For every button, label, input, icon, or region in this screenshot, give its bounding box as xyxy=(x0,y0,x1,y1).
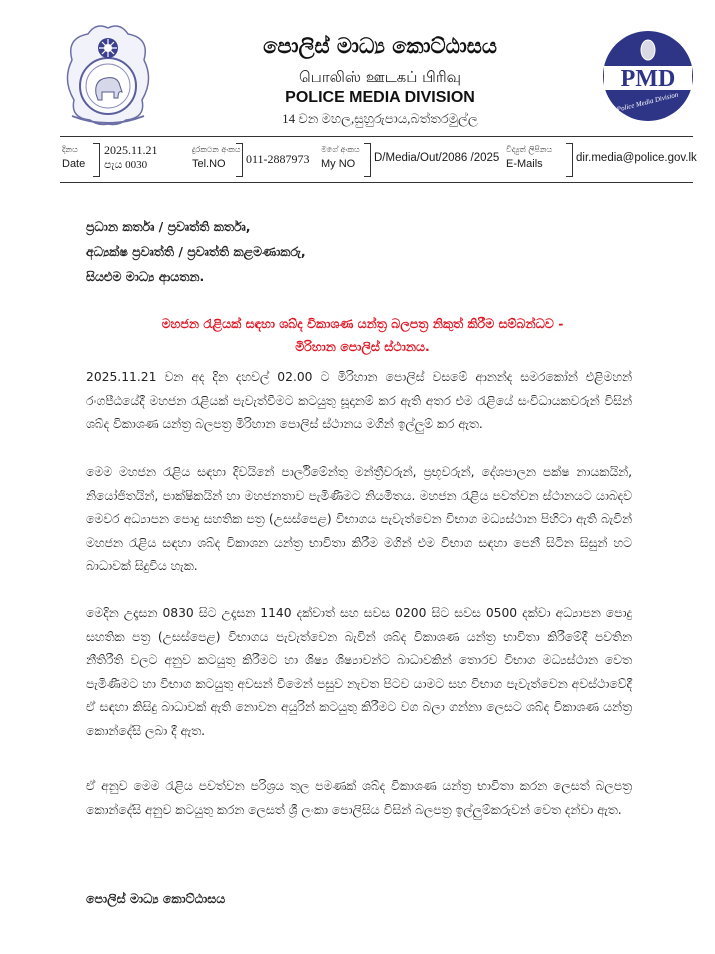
pmd-logo-subtext: Police Media Division xyxy=(615,90,680,114)
tel-label-sinhala: දුරකථන අංකය xyxy=(192,145,241,154)
email-label-english: E-Mails xyxy=(506,158,543,170)
my-no-label xyxy=(321,142,360,172)
pmd-logo-text: PMD xyxy=(620,66,676,92)
date-label xyxy=(62,142,85,172)
addressee-block xyxy=(86,214,306,289)
body-paragraph-2: මෙම මහජන රැළිය සඳහා දිවයිනේ පාර්ලිමේන්තු මන්ත්‍රීවරුන්, ප්‍රභූවරුන්, දේශපාලන පක්ෂ නායකයින්, නියෝජිතයින්, පාක්ෂිකයින් හා මහජනතාව පැමිණීමට නියමිතය. මහජන රැළිය පවත්වන ස්ථානයට යාබදව මෙවර අධ්‍යාපන පොදු සහතික පත්‍ර (උසස්පෙළ) විභාගය පැවැත්වෙන විභාග මධ්‍යස්ථාන පිහිටා ඇති බැවින් මහජන රැළිය සඳහා ශබ්ද විකාශන යන්ත්‍ර භාවිතා කිරීම මගින් එම විභාග සඳහා පෙනී සිටින සිසුන් හට බාධාවක් සිදුවිය හැක. xyxy=(86,465,632,574)
date-label-english: Date xyxy=(62,158,86,170)
letterhead-title-tamil: பொலிஸ் ஊடகப் பிரிவு xyxy=(298,68,461,86)
time-value: පැය 0030 xyxy=(104,159,148,171)
addressee-line: ප්‍රධාන කර්තෘ / ප්‍රවෘත්ති කර්තෘ, xyxy=(86,219,251,234)
email-value: dir.media@police.gov.lk xyxy=(576,152,697,164)
email-label xyxy=(506,142,552,172)
letterhead-title-sinhala: පොලිස් මාධ්‍ය කොට්ඨාසය xyxy=(263,34,497,58)
body-paragraph-1: 2025.11.21 වන අද දින දහවල් 02.00 ට මිරිහාන පොලිස් වසමේ ආනන්ද සමරකෝන් එළිමහන් රංගපීඨයේදී මහජන රැළියක් පැවැත්වීමට කටයුතු සූදානම් කර ඇති අතර එම රැළියේ සංවිධායකවරුන් විසින් ශබ්ද විකාශණ යන්ත්‍ර බලපත්‍ර මිරිහාන පොලිස් ස්ථානය මගින් ඉල්ලුම් කර ඇත. xyxy=(86,370,632,432)
bracket-divider xyxy=(93,143,100,177)
tel-label-english: Tel.NO xyxy=(192,158,226,170)
bracket-divider xyxy=(364,143,371,177)
subject-line-1: මහජන රැළියක් සඳහා ශබ්ද විකාශණ යන්ත්‍ර බලපත්‍ර නිකුත් කිරීම සම්බන්ධව - xyxy=(161,316,564,331)
addressee-line: අධ්‍යක්ෂ ප්‍රවෘත්ති / ප්‍රවෘත්ති කළමණාකරු, xyxy=(86,244,306,259)
tel-label xyxy=(192,142,241,172)
body-paragraph-4: ඒ අනුව මෙම රැළිය පවත්වන පරිශ්‍රය තුල පමණක් ශබ්ද විකාශණ යන්ත්‍ර භාවිතා කරන ලෙසත් බලපත්‍ර කොන්දේසි අනුව කටයුතු කරන ලෙසත් ශ්‍රී ලංකා පොලිසිය විසින් බලපත්‍ර ඉල්ලුම්කරුවන් වෙත දන්වා ඇත. xyxy=(86,779,632,817)
subject-line-2: මිරිහාන පොලිස් ස්ථානය. xyxy=(295,339,430,354)
email-label-sinhala: විද්‍යුත් ලිපිනය xyxy=(506,145,553,154)
bracket-divider xyxy=(236,143,243,177)
my-no-label-english: My NO xyxy=(321,158,356,170)
reference-bar xyxy=(60,136,697,183)
police-emblem-logo xyxy=(52,20,164,128)
signoff: පොලිස් මාධ්‍ය කොට්ඨාසය xyxy=(86,891,226,906)
letterhead-address: 14 වන මහල,සුහුරුපාය,බත්තරමුල්ල xyxy=(282,111,478,126)
date-value: 2025.11.21 xyxy=(104,143,158,157)
body-paragraph-3: මෙදින උදෑසන 0830 සිට උදෑසන 1140 දක්වාත් සහ සවස 0200 සිට සවස 0500 දක්වා අධ්‍යාපන පොදු සහතික පත්‍ර (උසස්පෙළ) විභාගය පැවැත්වෙන බැවින් ශබ්ද විකාශණ යන්ත්‍ර භාවිතා කිරීමේදී පවතින නීතිරීති වලට අනුව කටයුතු කිරීමට හා ශිෂ්‍ය ශිෂ්‍යාවන්ට බාධාවකින් තොරව විභාග මධ්‍යස්ථාන වෙත පැමිණීමට හා විභාග කටයුතු අවසන් වීමෙන් පසුව නැවත පිටව යාමට සහ විභාග පැවැත්වෙන අවස්ථාවේදී ඒ සඳහා කිසිදු බාධාවක් ඇති නොවන අයුරින් කටයුතු කිරීමට වග බලා ගන්නා ලෙසට ශබ්ද විකාශණ යන්ත්‍ර කොන්දේසි ලබා දී ඇත. xyxy=(86,606,632,738)
bracket-divider xyxy=(566,143,573,177)
date-label-sinhala: දිනය xyxy=(62,145,78,154)
my-no-value: D/Media/Out/2086 /2025 xyxy=(374,152,500,164)
my-no-label-sinhala: මගේ අංකය xyxy=(321,145,360,154)
addressee-line: සියළුම මාධ්‍ය ආයතන. xyxy=(86,269,205,284)
tel-value: 011-2887973 xyxy=(246,152,310,166)
pmd-logo xyxy=(600,28,696,124)
letterhead-title-english: POLICE MEDIA DIVISION xyxy=(285,89,475,106)
subject-heading xyxy=(100,312,625,358)
